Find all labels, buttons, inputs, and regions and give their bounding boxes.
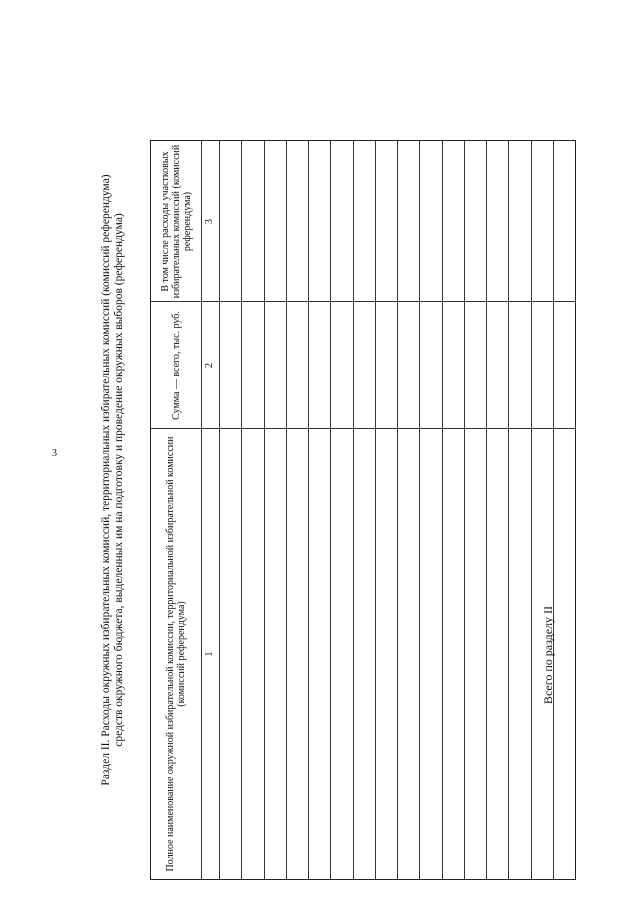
row-divider xyxy=(531,141,532,879)
row-divider xyxy=(241,141,242,879)
row-divider xyxy=(486,141,487,879)
rotated-sheet xyxy=(100,40,590,880)
row-divider xyxy=(201,141,202,879)
row-divider xyxy=(397,141,398,879)
row-divider xyxy=(264,141,265,879)
section-title xyxy=(100,80,126,880)
total-row-label: Всего по разделу II xyxy=(541,605,555,705)
header-precinct-expenses: В том числе расходы участковых избирательных комиссий (комиссий референдума) xyxy=(159,144,193,299)
row-divider xyxy=(508,141,509,879)
column-number-3: 3 xyxy=(204,219,215,224)
section-title-line-1: Раздел II. Расходы окружных избирательных комиссий, территориальных избирательных комиссий (комиссий референдума) xyxy=(100,174,112,786)
header-commission-name: Полное наименование окружной избирательной комиссии, территориальной избирательной комиссии (комиссий референдума) xyxy=(165,436,187,872)
row-divider xyxy=(308,141,309,879)
column-number-2: 2 xyxy=(204,363,215,368)
section-title-line-2: средств окружного бюджета, выделенных им на подготовку и проведение окружных выборов (референдума) xyxy=(113,213,125,747)
row-divider xyxy=(286,141,287,879)
row-divider xyxy=(464,141,465,879)
page-number: 3 xyxy=(52,448,57,459)
column-number-1: 1 xyxy=(204,651,215,657)
column-divider xyxy=(151,301,575,302)
row-divider xyxy=(330,141,331,879)
row-divider xyxy=(419,141,420,879)
row-divider xyxy=(353,141,354,879)
expense-table xyxy=(150,140,576,880)
column-divider xyxy=(151,428,575,429)
row-divider xyxy=(442,141,443,879)
row-divider xyxy=(375,141,376,879)
header-total-sum: Сумма — всего, тыс. руб. xyxy=(170,311,182,420)
row-divider xyxy=(219,141,220,879)
